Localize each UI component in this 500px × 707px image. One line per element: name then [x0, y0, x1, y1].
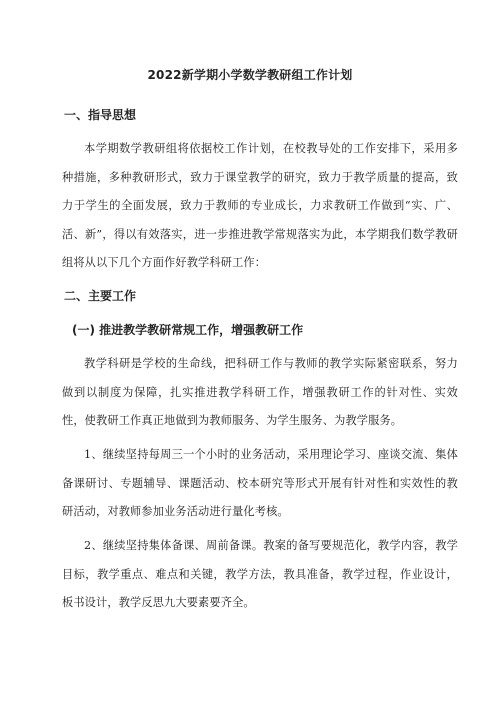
subsection-heading-routine-work: (一) 推进教学教研常规工作，增强教研工作	[72, 323, 304, 337]
section-heading-main-work: 二、主要工作	[64, 289, 137, 303]
paragraph-guiding-ideology: 本学期数学教研组将依据校工作计划，在校教导处的工作安排下，采用多种措施，多种教研形式，致力于课堂教学的研究，致力于教学质量的提高，致力于学生的全面发展，致力于教师的专业成长，力求教研工作做到“实、广、活、新”，得以有效落实，进一步推进教学常规落实为此，本学期我们数学教研组将从以下几个方面作好教学科研工作：	[62, 142, 458, 270]
document-title: 2022新学期小学数学教研组工作计划	[147, 68, 353, 82]
paragraph-research-lifeline: 教学科研是学校的生命线，把科研工作与教师的教学实际紧密联系，努力做到以制度为保障，扎实推进教学科研工作，增强教研工作的针对性、实效性，使教研工作真正地做到为教师服务、为学生服务、为教学服务。	[62, 357, 458, 428]
section-heading-guiding-ideology: 一、指导思想	[64, 108, 137, 122]
paragraph-item-1: 1、继续坚持每周三一个小时的业务活动，采用理论学习、座谈交流、集体备课研讨、专题辅导、课题活动、校本研究等形式开展有针对性和实效性的教研活动，对教师参加业务活动进行量化考核。	[62, 448, 458, 519]
paragraph-item-2: 2、继续坚持集体备课、周前备课。教案的备写要规范化，教学内容，教学目标，教学重点、难点和关键，教学方法，教具准备，教学过程，作业设计，板书设计，教学反思九大要素要齐全。	[62, 539, 458, 610]
